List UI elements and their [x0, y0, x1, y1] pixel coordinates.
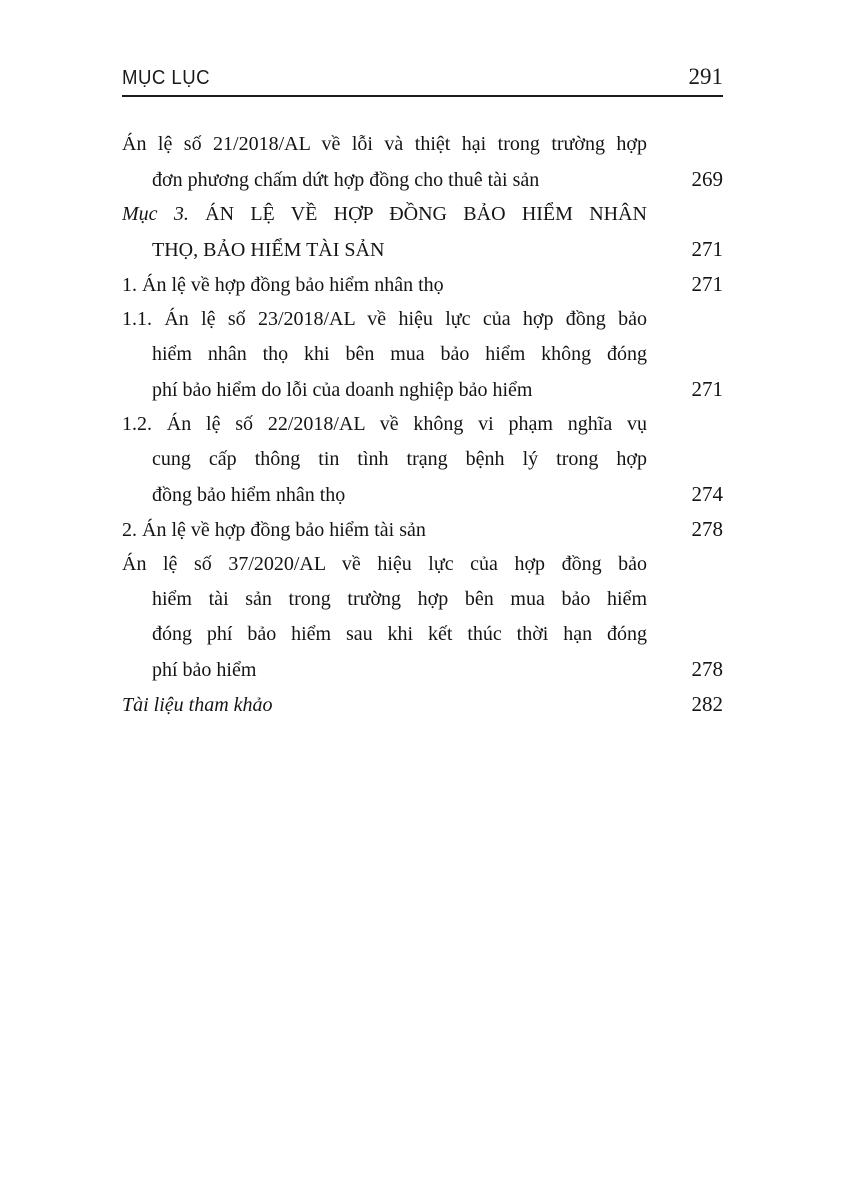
toc-page-number: 271 [691, 272, 723, 296]
toc-entry [122, 687, 723, 722]
toc-entry-line [122, 302, 647, 337]
toc-page-number: 271 [691, 237, 723, 261]
toc-entry-text: đồng bảo hiểm nhân thọ [152, 484, 346, 506]
header-page-number: 291 [688, 64, 723, 89]
toc-entry-line [122, 267, 723, 302]
toc-entry-text: Án lệ số 37/2020/AL về hiệu lực của hợp đồng bảo [122, 553, 647, 575]
toc-page-number: 274 [691, 482, 723, 506]
toc-entry-text: hiểm nhân thọ khi bên mua bảo hiểm không đóng [152, 343, 647, 365]
toc-page-number: 278 [691, 657, 723, 681]
toc-entry-text: đóng phí bảo hiểm sau khi kết thúc thời hạn đóng [152, 623, 647, 645]
toc-entry-line [122, 337, 647, 372]
toc-page-number: 282 [691, 692, 723, 716]
toc-entry-text: phí bảo hiểm do lỗi của doanh nghiệp bảo hiểm [152, 379, 533, 401]
toc-page-number: 269 [691, 167, 723, 191]
toc-entry [122, 547, 723, 687]
toc-entry-line [122, 197, 647, 232]
toc-entry [122, 302, 723, 407]
toc-entry-text: cung cấp thông tin tình trạng bệnh lý trong hợp [152, 448, 647, 470]
header-title: MỤC LỤC [122, 67, 211, 89]
toc-entry-text: Tài liệu tham khảo [122, 694, 273, 716]
toc-entry-line [122, 442, 647, 477]
toc-entry-line [122, 127, 647, 162]
toc-entry-line [122, 652, 723, 687]
toc-entry-line [122, 232, 723, 267]
toc-entry-line [122, 407, 647, 442]
toc-entry [122, 512, 723, 547]
toc-entry [122, 127, 723, 197]
toc-entry-text: Án lệ số 21/2018/AL về lỗi và thiệt hại trong trường hợp [122, 133, 647, 155]
toc-entry-line [122, 372, 723, 407]
toc-entry [122, 267, 723, 302]
page-header [122, 54, 723, 97]
toc-entry-text: phí bảo hiểm [152, 659, 257, 681]
toc-entry-text: hiểm tài sản trong trường hợp bên mua bảo hiểm [152, 588, 647, 610]
toc-entry-text: Mục 3. ÁN LỆ VỀ HỢP ĐỒNG BẢO HIỂM NHÂN [122, 203, 647, 225]
toc-entry-line [122, 477, 723, 512]
toc-entry-text: 1.1. Án lệ số 23/2018/AL về hiệu lực của hợp đồng bảo [122, 308, 647, 330]
toc-entry-line [122, 547, 647, 582]
toc-entry-line [122, 687, 723, 722]
toc-entry-text: 1.2. Án lệ số 22/2018/AL về không vi phạm nghĩa vụ [122, 413, 647, 435]
toc-entry-text: đơn phương chấm dứt hợp đồng cho thuê tài sản [152, 169, 540, 191]
toc-entry-text: 2. Án lệ về hợp đồng bảo hiểm tài sản [122, 519, 426, 541]
toc-entry-line [122, 162, 723, 197]
toc-entry-line [122, 512, 723, 547]
toc-entry-line [122, 617, 647, 652]
toc-entry [122, 197, 723, 267]
toc-entry [122, 407, 723, 512]
toc-entry-text: 1. Án lệ về hợp đồng bảo hiểm nhân thọ [122, 274, 444, 296]
toc-page-number: 271 [691, 377, 723, 401]
toc-entry-text: THỌ, BẢO HIỂM TÀI SẢN [152, 239, 385, 261]
toc-page-number: 278 [691, 517, 723, 541]
toc-list [122, 127, 723, 722]
toc-entry-line [122, 582, 647, 617]
